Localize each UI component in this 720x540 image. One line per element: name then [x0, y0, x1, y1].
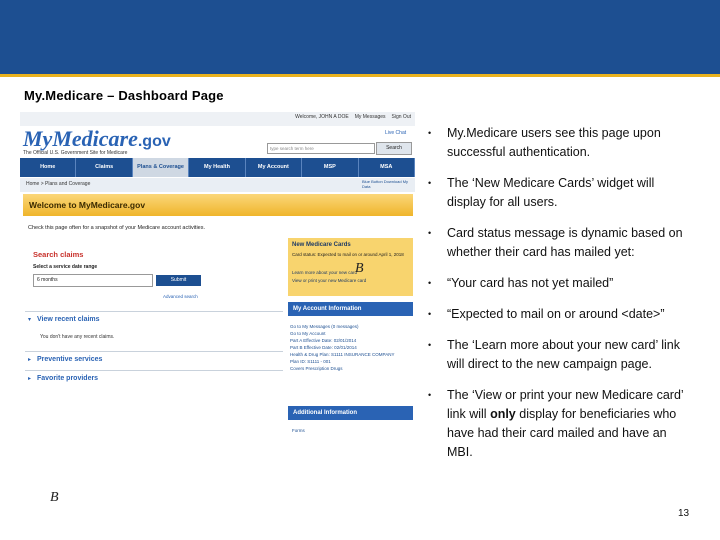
- tab-home[interactable]: Home: [20, 158, 76, 177]
- page-number: 13: [678, 508, 690, 519]
- date-range-label: Select a service date range: [33, 264, 98, 270]
- search-button[interactable]: Search: [376, 142, 412, 155]
- chevron-right-icon: ▸: [28, 376, 32, 382]
- section-label: Favorite providers: [37, 375, 99, 382]
- top-banner-accent: [0, 74, 720, 77]
- tab-my-account[interactable]: My Account: [246, 158, 302, 177]
- welcome-heading: Welcome to MyMedicare.gov: [29, 200, 146, 210]
- new-medicare-cards-widget: [288, 238, 413, 296]
- note-bullet: • “Your card has not yet mailed”: [428, 276, 614, 290]
- my-account-header: My Account Information: [288, 302, 413, 316]
- welcome-user: Welcome, JOHN A DOE: [295, 114, 349, 120]
- new-medicare-cards-title: New Medicare Cards: [292, 242, 351, 248]
- breadcrumb-bar: [20, 178, 415, 192]
- health-drug-plan: Health & Drug Plan: S1111 INSURANCE COMPANY: [290, 352, 395, 357]
- live-chat-link[interactable]: Live Chat: [385, 130, 407, 136]
- logo-tagline: The Official U.S. Government Site for Medicare: [23, 150, 128, 156]
- part-a-date: Part A Effective Date: 02/01/2014: [290, 338, 357, 343]
- tab-my-health[interactable]: My Health: [189, 158, 245, 177]
- chevron-right-icon: ▸: [28, 357, 32, 363]
- submit-button[interactable]: Submit: [156, 275, 201, 286]
- intro-text: Check this page often for a snapshot of your Medicare account activities.: [28, 225, 206, 231]
- note-bullet: • My.Medicare users see this page upon successful authentication.: [428, 126, 661, 159]
- notes-list: [426, 124, 694, 474]
- logo-text: MyMedicare: [23, 126, 138, 151]
- favorite-providers-section[interactable]: [25, 370, 283, 388]
- forms-link[interactable]: Forms: [292, 428, 305, 433]
- advanced-search-link[interactable]: Advanced search: [163, 294, 198, 299]
- note-bullet: • “Expected to mail on or around <date>”: [428, 307, 665, 321]
- my-messages-link[interactable]: My Messages: [354, 114, 386, 120]
- top-banner: [0, 0, 720, 74]
- slide-title: My.Medicare – Dashboard Page: [24, 88, 224, 103]
- logo-suffix: .gov: [137, 133, 171, 150]
- welcome-banner: [23, 194, 413, 216]
- search-claims-title: Search claims: [33, 250, 84, 259]
- dashboard-screenshot: [20, 112, 415, 446]
- no-claims-note: You don't have any recent claims.: [40, 334, 115, 340]
- tab-msp[interactable]: MSP: [302, 158, 358, 177]
- preventive-services-section[interactable]: [25, 351, 283, 369]
- my-account-details: [290, 323, 412, 372]
- date-range-select[interactable]: 6 months: [33, 274, 153, 287]
- part-b-date: Part B Effective Date: 02/01/2014: [290, 345, 357, 350]
- beta-symbol: B: [355, 261, 364, 276]
- main-nav: [20, 158, 415, 177]
- search-input[interactable]: type search term here: [267, 143, 375, 154]
- utility-bar: [20, 112, 415, 126]
- plan-id: Plan ID: S1111 - 001: [290, 359, 331, 364]
- card-status-message: Card status: Expected to mail on or around April 1, 2018: [292, 252, 404, 257]
- additional-info-header: Additional Information: [288, 406, 413, 420]
- my-account-link[interactable]: Go to My Account: [290, 331, 326, 336]
- blue-button-logo[interactable]: Blue Button Download My Data: [362, 179, 409, 189]
- tab-claims[interactable]: Claims: [76, 158, 132, 177]
- covers-drugs: Covers Prescription Drugs: [290, 366, 343, 371]
- tab-msa[interactable]: MSA: [359, 158, 415, 177]
- messages-link[interactable]: Go to My Messages (0 messages): [290, 324, 359, 329]
- section-label: View recent claims: [37, 316, 100, 323]
- breadcrumb[interactable]: Home > Plans and Coverage: [26, 181, 91, 187]
- view-print-card-link[interactable]: View or print your new Medicare card: [292, 278, 367, 283]
- note-bullet: • The ‘New Medicare Cards’ widget will display for all users.: [428, 176, 655, 209]
- search-claims-widget: [28, 238, 283, 308]
- note-bullet: • The ‘Learn more about your new card’ link will direct to the new campaign page.: [428, 338, 680, 371]
- section-label: Preventive services: [37, 356, 103, 363]
- chevron-down-icon: ▾: [28, 317, 32, 323]
- note-bullet: • Card status message is dynamic based on whether their card has mailed yet:: [428, 226, 683, 259]
- sign-out-link[interactable]: Sign Out: [391, 114, 411, 120]
- note-bullet: • The ‘View or print your new Medicare card’ link will only display for beneficiaries who have had their card mailed and have an MBI.: [428, 388, 684, 459]
- learn-more-link[interactable]: Learn more about your new card: [292, 270, 358, 275]
- beta-symbol-bottom: B: [50, 490, 59, 505]
- tab-plans-coverage[interactable]: Plans & Coverage: [133, 158, 189, 177]
- view-recent-claims-section[interactable]: [25, 311, 283, 329]
